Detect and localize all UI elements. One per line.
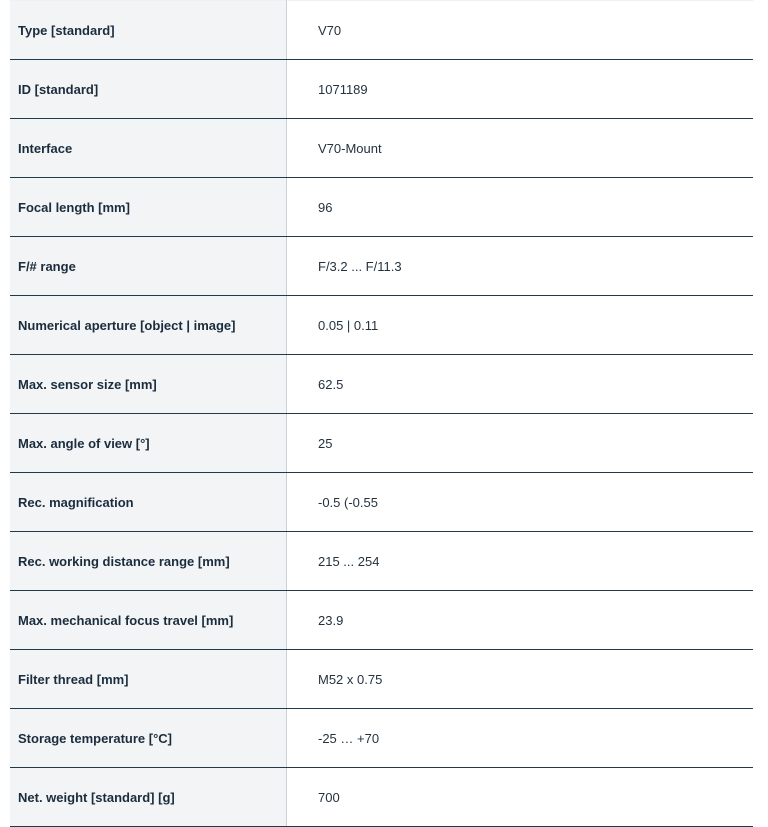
spec-value: 700 <box>287 768 754 827</box>
spec-label: Max. mechanical focus travel [mm] <box>10 591 287 650</box>
spec-label: Max. angle of view [°] <box>10 414 287 473</box>
spec-value: F/3.2 ... F/11.3 <box>287 237 754 296</box>
spec-row-working-distance <box>10 532 753 591</box>
spec-value: 23.9 <box>287 591 754 650</box>
spec-label: Rec. magnification <box>10 473 287 532</box>
spec-label: Focal length [mm] <box>10 178 287 237</box>
spec-label: Type [standard] <box>10 1 287 60</box>
spec-row-magnification <box>10 473 753 532</box>
spec-row-id <box>10 60 753 119</box>
spec-row-sensor-size <box>10 355 753 414</box>
spec-row-net-weight <box>10 768 753 827</box>
spec-value: 96 <box>287 178 754 237</box>
spec-row-f-range <box>10 237 753 296</box>
spec-row-angle-of-view <box>10 414 753 473</box>
spec-value: V70 <box>287 1 754 60</box>
spec-value: 62.5 <box>287 355 754 414</box>
spec-row-numerical-aperture <box>10 296 753 355</box>
spec-label: F/# range <box>10 237 287 296</box>
spec-label: Rec. working distance range [mm] <box>10 532 287 591</box>
spec-label: Net. weight [standard] [g] <box>10 768 287 827</box>
spec-label: Interface <box>10 119 287 178</box>
spec-row-interface <box>10 119 753 178</box>
spec-label: Storage temperature [°C] <box>10 709 287 768</box>
spec-label: Numerical aperture [object | image] <box>10 296 287 355</box>
spec-row-focal-length <box>10 178 753 237</box>
spec-value: -25 … +70 <box>287 709 754 768</box>
spec-value: 25 <box>287 414 754 473</box>
spec-value: M52 x 0.75 <box>287 650 754 709</box>
spec-row-focus-travel <box>10 591 753 650</box>
spec-value: -0.5 (-0.55 <box>287 473 754 532</box>
spec-row-storage-temperature <box>10 709 753 768</box>
spec-row-filter-thread <box>10 650 753 709</box>
spec-value: 0.05 | 0.11 <box>287 296 754 355</box>
spec-row-type <box>10 1 753 60</box>
spec-label: Filter thread [mm] <box>10 650 287 709</box>
specifications-table <box>10 0 753 827</box>
spec-label: ID [standard] <box>10 60 287 119</box>
spec-value: 1071189 <box>287 60 754 119</box>
spec-value: 215 ... 254 <box>287 532 754 591</box>
spec-value: V70-Mount <box>287 119 754 178</box>
spec-label: Max. sensor size [mm] <box>10 355 287 414</box>
